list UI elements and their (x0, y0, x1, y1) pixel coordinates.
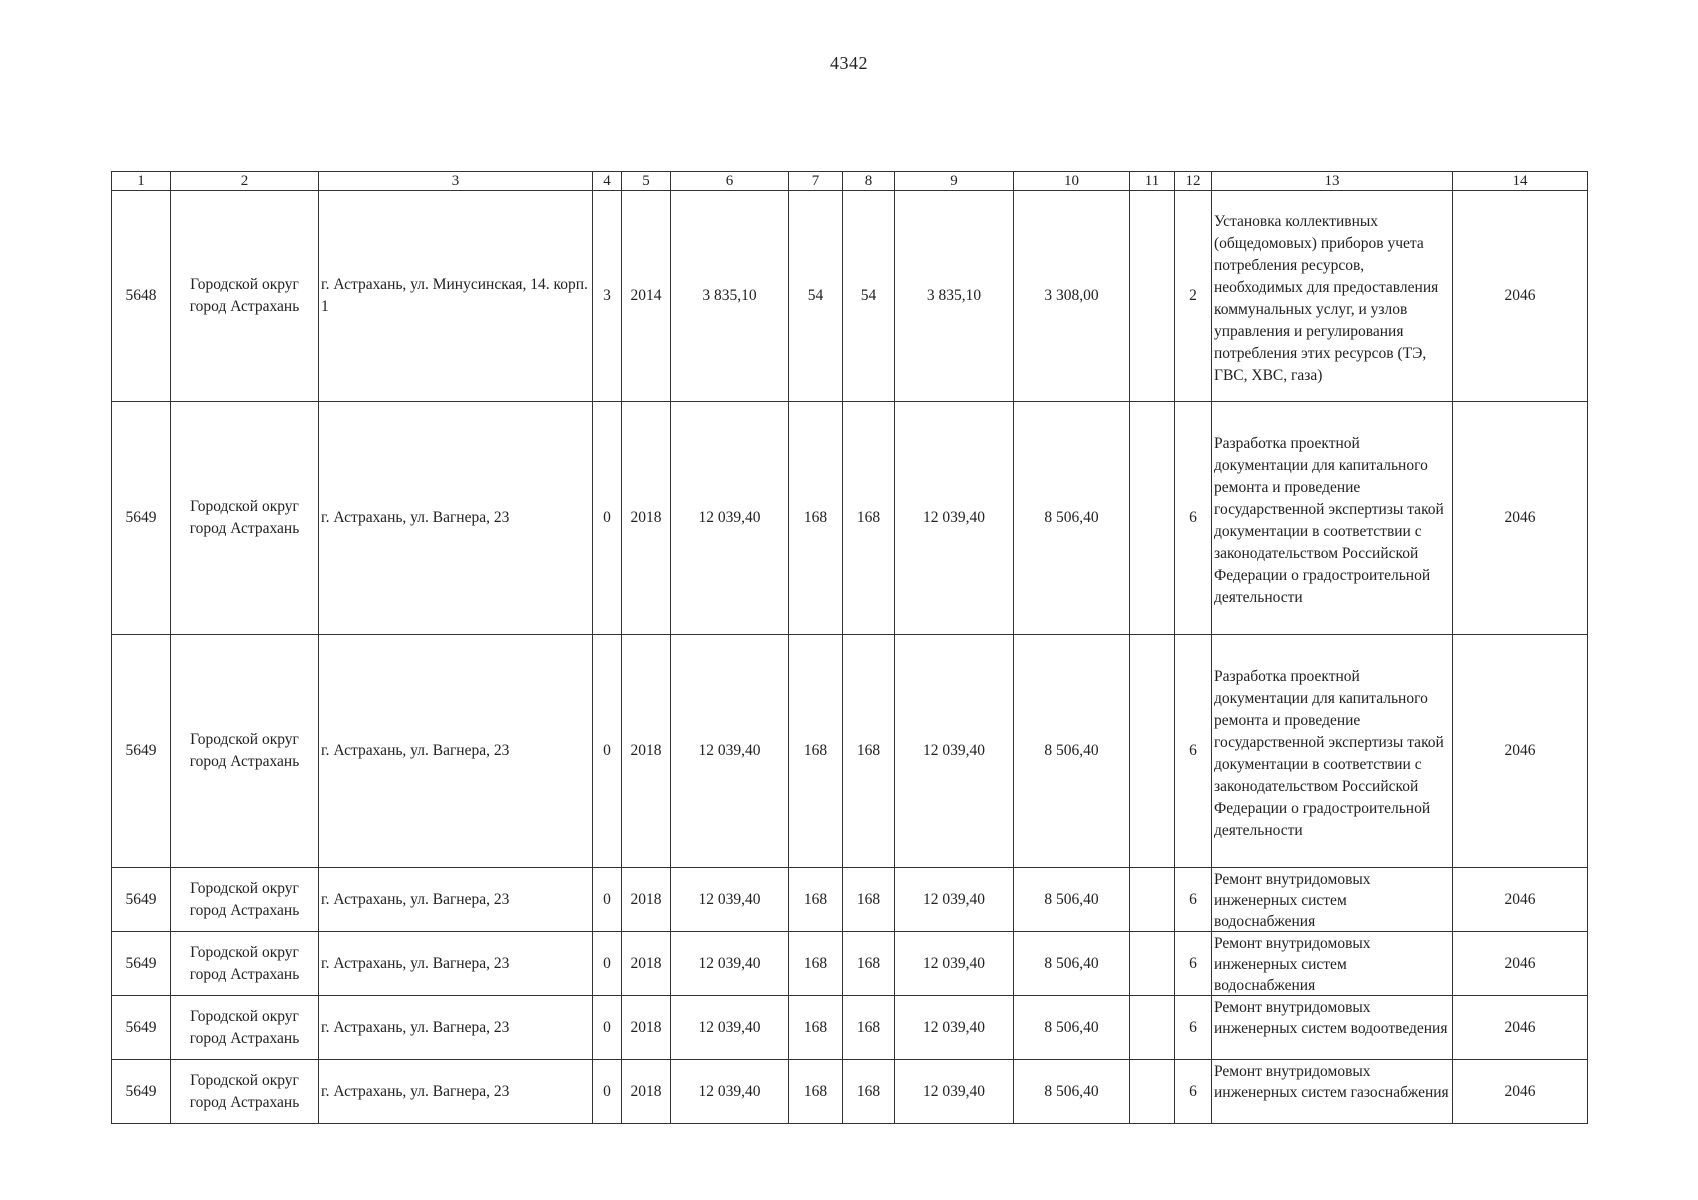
cell-col8: 168 (843, 635, 895, 868)
cell-col10: 3 308,00 (1014, 191, 1130, 402)
column-header: 14 (1453, 172, 1588, 191)
column-header: 12 (1175, 172, 1212, 191)
cell-col7: 168 (789, 996, 843, 1060)
cell-col6: 12 039,40 (671, 635, 789, 868)
cell-col11 (1130, 1060, 1175, 1124)
cell-col9: 12 039,40 (895, 996, 1014, 1060)
column-header: 1 (112, 172, 171, 191)
cell-col12: 2 (1175, 191, 1212, 402)
cell-col4: 0 (593, 635, 622, 868)
cell-municipality: Городской округ город Астрахань (171, 932, 319, 996)
column-header: 2 (171, 172, 319, 191)
cell-year: 2018 (622, 402, 671, 635)
cell-col8: 168 (843, 996, 895, 1060)
cell-municipality: Городской округ город Астрахань (171, 1060, 319, 1124)
cell-year: 2018 (622, 635, 671, 868)
cell-col7: 168 (789, 635, 843, 868)
cell-work-type (1212, 402, 1453, 635)
cell-col11 (1130, 996, 1175, 1060)
cell-col9: 12 039,40 (895, 402, 1014, 635)
work-type-text: Ремонт внутридомовых инженерных систем газоснабжения (1214, 1062, 1449, 1101)
cell-year: 2014 (622, 191, 671, 402)
column-header: 8 (843, 172, 895, 191)
cell-col10: 8 506,40 (1014, 635, 1130, 868)
column-header: 5 (622, 172, 671, 191)
cell-col8: 168 (843, 868, 895, 932)
cell-address: г. Астрахань, ул. Вагнера, 23 (319, 932, 593, 996)
cell-col4: 0 (593, 402, 622, 635)
cell-col6: 12 039,40 (671, 996, 789, 1060)
cell-year: 2018 (622, 996, 671, 1060)
cell-year: 2018 (622, 932, 671, 996)
cell-col6: 12 039,40 (671, 932, 789, 996)
page-number: 4342 (830, 53, 868, 73)
cell-col8: 54 (843, 191, 895, 402)
cell-municipality: Городской округ город Астрахань (171, 868, 319, 932)
cell-col12: 6 (1175, 932, 1212, 996)
cell-col10: 8 506,40 (1014, 1060, 1130, 1124)
cell-col12: 6 (1175, 996, 1212, 1060)
cell-col12: 6 (1175, 868, 1212, 932)
cell-col12: 6 (1175, 1060, 1212, 1124)
cell-work-type (1212, 932, 1453, 996)
cell-col7: 168 (789, 402, 843, 635)
cell-col7: 54 (789, 191, 843, 402)
cell-work-type (1212, 1060, 1453, 1124)
column-header: 13 (1212, 172, 1453, 191)
cell-address: г. Астрахань, ул. Вагнера, 23 (319, 635, 593, 868)
table-row (112, 868, 1588, 932)
work-type-text: Ремонт внутридомовых инженерных систем водоотведения (1214, 998, 1448, 1037)
cell-col4: 0 (593, 932, 622, 996)
cell-col8: 168 (843, 932, 895, 996)
cell-period: 2046 (1453, 402, 1588, 635)
cell-id: 5649 (112, 932, 171, 996)
cell-municipality: Городской округ город Астрахань (171, 635, 319, 868)
cell-col7: 168 (789, 932, 843, 996)
cell-id: 5649 (112, 1060, 171, 1124)
column-header: 4 (593, 172, 622, 191)
table-row (112, 402, 1588, 635)
cell-col11 (1130, 402, 1175, 635)
cell-id: 5649 (112, 996, 171, 1060)
cell-period: 2046 (1453, 1060, 1588, 1124)
cell-address: г. Астрахань, ул. Вагнера, 23 (319, 1060, 593, 1124)
work-type-text: Установка коллективных (общедомовых) приборов учета потребления ресурсов, необходимых для предоставления коммунальных услуг, и узлов управления и регулирования потребления этих ресурсов (ТЭ, ГВС, ХВС, газа) (1214, 213, 1439, 384)
column-header: 11 (1130, 172, 1175, 191)
table-row (112, 996, 1588, 1060)
table-row (112, 932, 1588, 996)
cell-col9: 12 039,40 (895, 635, 1014, 868)
cell-address: г. Астрахань, ул. Минусинская, 14. корп. 1 (319, 191, 593, 402)
cell-col12: 6 (1175, 402, 1212, 635)
cell-work-type (1212, 635, 1453, 868)
cell-period: 2046 (1453, 996, 1588, 1060)
cell-work-type (1212, 191, 1453, 402)
cell-col4: 0 (593, 868, 622, 932)
cell-col12: 6 (1175, 635, 1212, 868)
work-type-text: Ремонт внутридомовых инженерных систем водоснабжения (1214, 934, 1371, 994)
cell-col8: 168 (843, 1060, 895, 1124)
cell-col9: 12 039,40 (895, 932, 1014, 996)
cell-col7: 168 (789, 1060, 843, 1124)
cell-id: 5649 (112, 635, 171, 868)
repair-program-table (111, 171, 1588, 1124)
cell-year: 2018 (622, 1060, 671, 1124)
column-header: 6 (671, 172, 789, 191)
cell-col7: 168 (789, 868, 843, 932)
cell-id: 5649 (112, 868, 171, 932)
column-header: 9 (895, 172, 1014, 191)
cell-year: 2018 (622, 868, 671, 932)
cell-col10: 8 506,40 (1014, 402, 1130, 635)
cell-period: 2046 (1453, 191, 1588, 402)
cell-address: г. Астрахань, ул. Вагнера, 23 (319, 996, 593, 1060)
cell-col11 (1130, 635, 1175, 868)
cell-col9: 12 039,40 (895, 1060, 1014, 1124)
cell-col11 (1130, 191, 1175, 402)
cell-col8: 168 (843, 402, 895, 635)
cell-municipality: Городской округ город Астрахань (171, 402, 319, 635)
cell-col4: 0 (593, 996, 622, 1060)
column-header: 10 (1014, 172, 1130, 191)
work-type-text: Разработка проектной документации для капитального ремонта и проведение государственной экспертизы такой документации в соответствии с законодательством Российской Федерации о градостроительной деятельности (1214, 435, 1444, 606)
cell-period: 2046 (1453, 868, 1588, 932)
cell-col10: 8 506,40 (1014, 996, 1130, 1060)
cell-col9: 3 835,10 (895, 191, 1014, 402)
column-header: 3 (319, 172, 593, 191)
cell-col9: 12 039,40 (895, 868, 1014, 932)
cell-col11 (1130, 868, 1175, 932)
work-type-text: Разработка проектной документации для капитального ремонта и проведение государственной экспертизы такой документации в соответствии с законодательством Российской Федерации о градостроительной деятельности (1214, 668, 1444, 839)
cell-col10: 8 506,40 (1014, 932, 1130, 996)
cell-col10: 8 506,40 (1014, 868, 1130, 932)
column-number-row (112, 172, 1588, 191)
table-row (112, 1060, 1588, 1124)
cell-col6: 3 835,10 (671, 191, 789, 402)
cell-work-type (1212, 996, 1453, 1060)
cell-municipality: Городской округ город Астрахань (171, 191, 319, 402)
column-header: 7 (789, 172, 843, 191)
cell-address: г. Астрахань, ул. Вагнера, 23 (319, 868, 593, 932)
cell-period: 2046 (1453, 635, 1588, 868)
cell-col4: 0 (593, 1060, 622, 1124)
cell-period: 2046 (1453, 932, 1588, 996)
cell-address: г. Астрахань, ул. Вагнера, 23 (319, 402, 593, 635)
cell-id: 5649 (112, 402, 171, 635)
cell-col6: 12 039,40 (671, 868, 789, 932)
cell-col4: 3 (593, 191, 622, 402)
table-row (112, 635, 1588, 868)
cell-col6: 12 039,40 (671, 402, 789, 635)
cell-work-type (1212, 868, 1453, 932)
cell-municipality: Городской округ город Астрахань (171, 996, 319, 1060)
cell-col11 (1130, 932, 1175, 996)
cell-col6: 12 039,40 (671, 1060, 789, 1124)
work-type-text: Ремонт внутридомовых инженерных систем водоснабжения (1214, 870, 1371, 930)
table-row (112, 191, 1588, 402)
cell-id: 5648 (112, 191, 171, 402)
